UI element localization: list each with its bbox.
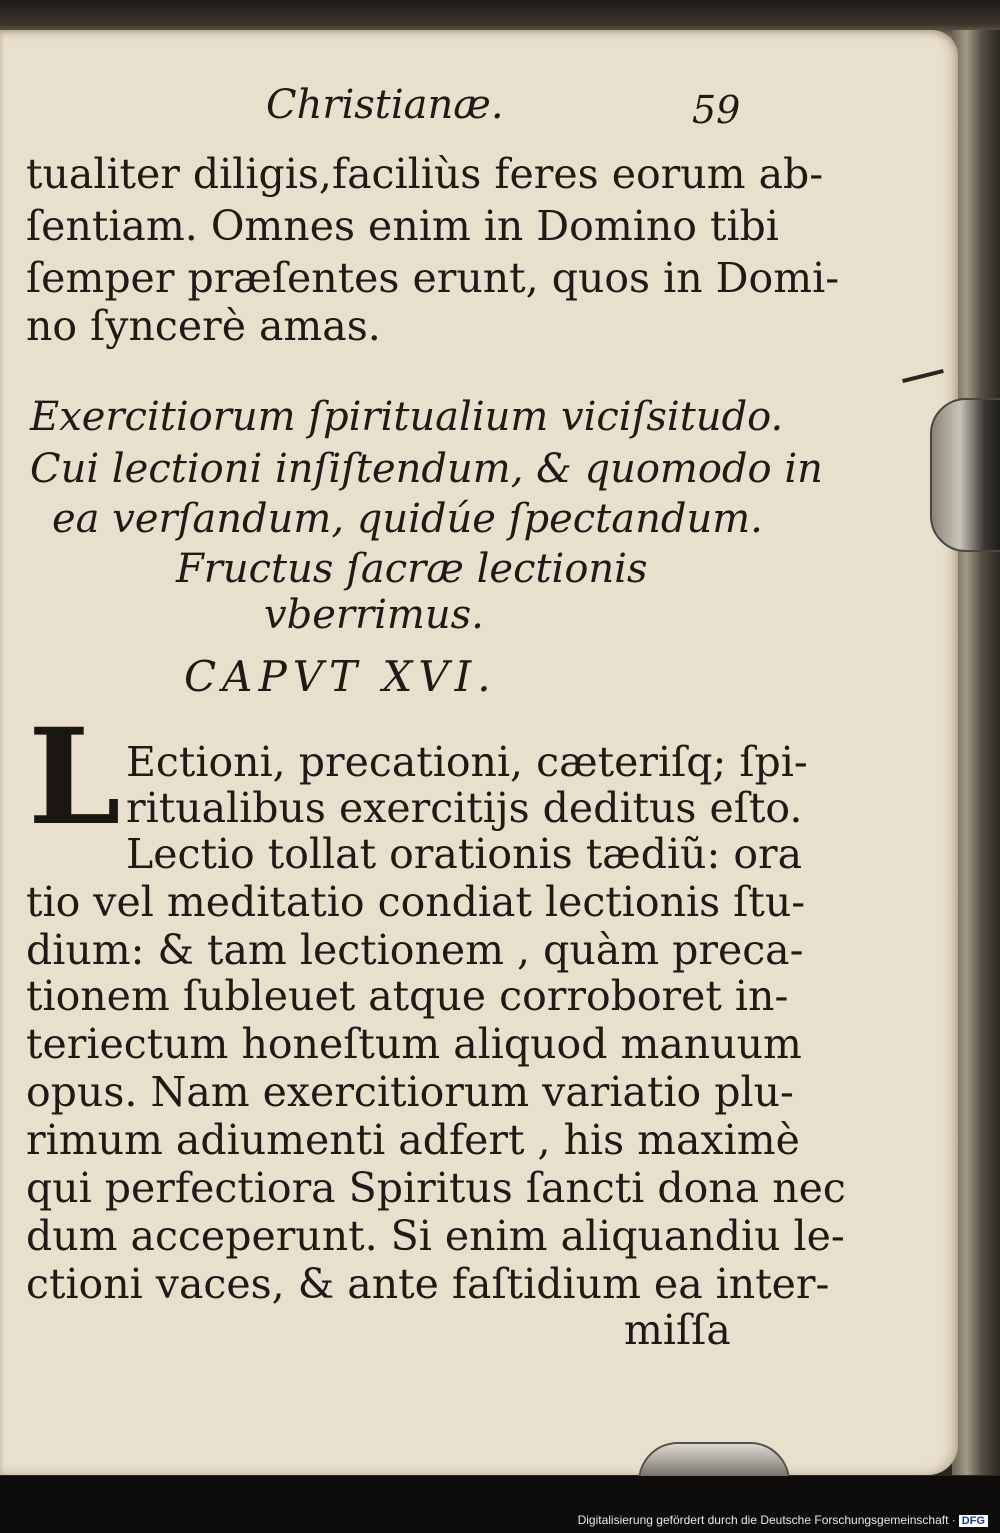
dfg-logo: DFG — [959, 1515, 988, 1527]
text-line: ſemper præſentes erunt, quos in Domi- — [26, 254, 840, 302]
page-clip-right — [930, 398, 1000, 552]
text-line: qui perfectiora Spiritus ſancti dona nec — [26, 1164, 846, 1212]
summary-line: Fructus ſacræ lectionis — [176, 546, 648, 592]
summary-line: vberrimus. — [264, 592, 484, 638]
text-line: tio vel meditatio condiat lectionis ſtu- — [26, 878, 806, 926]
running-head: Christianæ. — [266, 82, 504, 128]
text-line: rimum adiumenti adfert , his maximè — [26, 1116, 800, 1164]
viewer-footer-bar — [0, 1476, 1000, 1533]
text-line: dium: & tam lectionem , quàm preca- — [26, 926, 804, 974]
footer-credit — [578, 1513, 988, 1527]
text-line: no ſyncerè amas. — [26, 302, 381, 350]
chapter-title: CAPVT XVI. — [184, 652, 497, 701]
text-line: dum acceperunt. Si enim aliquandiu le- — [26, 1212, 845, 1260]
text-line: ctioni vaces, & ante faſtidium ea inter- — [26, 1260, 830, 1308]
text-line: tualiter diligis,faciliùs feres eorum ab- — [26, 150, 824, 198]
text-line: Ectioni, precationi, cæteriſq; ſpi- — [126, 738, 808, 786]
text-line: ritualibus exercitijs deditus eſto. — [126, 784, 803, 832]
page-edge — [952, 30, 1000, 1475]
summary-line: ea verſandum, quidúe ſpectandum. — [52, 496, 763, 542]
text-line: Lectio tollat orationis tædiũ: ora — [126, 830, 803, 878]
summary-line: Cui lectioni inſiſtendum, & quomodo in — [30, 446, 823, 492]
text-line: teriectum honeſtum aliquod manuum — [26, 1020, 802, 1068]
catchword: miſſa — [624, 1306, 731, 1354]
text-line: opus. Nam exercitiorum variatio plu- — [26, 1068, 794, 1116]
footer-credit-text: Digitalisierung gefördert durch die Deutsche Forschungsgemeinschaft · — [577, 1513, 956, 1527]
drop-cap-initial: L — [28, 700, 121, 855]
page-number: 59 — [692, 88, 741, 132]
summary-line: Exercitiorum ſpiritualium viciſsitudo. — [30, 394, 784, 440]
text-line: ſentiam. Omnes enim in Domino tibi — [26, 202, 779, 250]
text-line: tionem ſubleuet atque corroboret in- — [26, 972, 789, 1020]
